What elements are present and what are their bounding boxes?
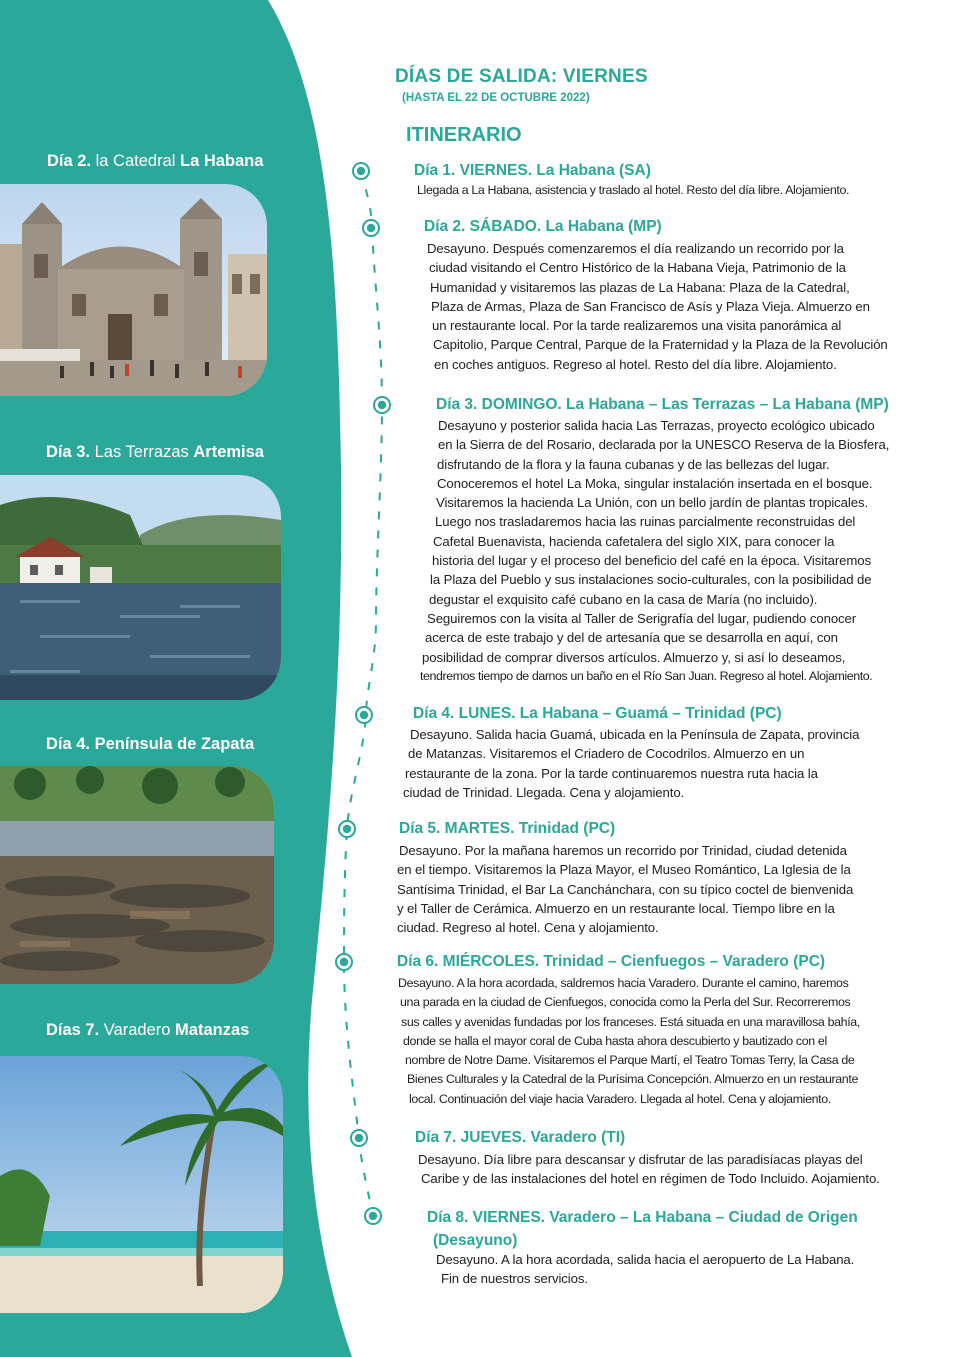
day-3-title: Día 3. DOMINGO. La Habana – Las Terrazas – La Habana (MP) bbox=[436, 396, 889, 413]
day-1-text: Llegada a La Habana, asistencia y traslado al hotel. Resto del día libre. Alojamiento. bbox=[417, 183, 850, 197]
itinerary-heading: ITINERARIO bbox=[406, 124, 522, 146]
caption-dia-2: Día 2. la Catedral La Habana bbox=[47, 152, 264, 170]
day-1-title: Día 1. VIERNES. La Habana (SA) bbox=[414, 162, 651, 179]
day-5-title: Día 5. MARTES. Trinidad (PC) bbox=[399, 820, 616, 837]
varadero-beach-photo bbox=[0, 1056, 283, 1313]
caption-dia-3: Día 3. Las Terrazas Artemisa bbox=[46, 443, 264, 461]
departure-days-subtitle: (HASTA EL 22 DE OCTUBRE 2022) bbox=[402, 92, 590, 104]
day-4-title: Día 4. LUNES. La Habana – Guamá – Trinidad (PC) bbox=[413, 705, 782, 722]
day-7-text: Desayuno. Día libre para descansar y disfrutar de las paradisíacas playas del Caribe y de las instalaciones del hotel en régimen de Todo Incluido. Aojamiento. bbox=[418, 1152, 880, 1187]
day-6-title: Día 6. MIÉRCOLES. Trinidad – Cienfuegos – Varadero (PC) bbox=[397, 953, 826, 970]
day-2-text: Desayuno. Después comenzaremos el día realizando un recorrido por la ciudad visitando el Centro Histórico de la Habana Vieja, Patrimonio de la Humanidad y visitaremos las plazas de La Habana: Plaza de la Catedral, Plaza de Armas, Plaza de San Francisco de Asís y Plaza Vieja. Almuerzo en un restaurante local. Por la tarde realizaremos una visita panorámica al Capitolio, Parque Central, Parque de la Fraternidad y la Plaza de la Revolución en coches antiguos. Regreso al hotel. Resto del día libre. Alojamiento. bbox=[427, 241, 888, 372]
caption-dia-4: Día 4. Península de Zapata bbox=[46, 735, 255, 753]
day-4-text: Desayuno. Salida hacia Guamá, ubicada en la Península de Zapata, provincia de Matanzas. Visitaremos el Criadero de Cocodrilos. Almuerzo en un restaurante de la zona. Por la tarde continuaremos nuestra ruta hacia la ciudad de Trinidad. Llegada. Cena y alojamiento. bbox=[403, 727, 860, 800]
departure-days-title: DÍAS DE SALIDA: VIERNES bbox=[395, 66, 648, 87]
las-terrazas-photo bbox=[0, 475, 281, 700]
day-7-title: Día 7. JUEVES. Varadero (TI) bbox=[415, 1129, 626, 1146]
crocodile-farm-photo bbox=[0, 766, 274, 984]
day-8-title: Día 8. VIERNES. Varadero – La Habana – Ciudad de Origen (Desayuno) bbox=[427, 1209, 858, 1249]
day-8-text: Desayuno. A la hora acordada, salida hacia el aeropuerto de La Habana. Fin de nuestros servicios. bbox=[436, 1252, 855, 1287]
day-3-text: Desayuno y posterior salida hacia Las Terrazas, proyecto ecológico ubicado en la Sierra de del Rosario, declarada por la UNESCO Reserva de la Biosfera, disfrutando de la flora y la fauna cubanas y de las bellezas del lugar. Conoceremos el hotel La Moka, singular instalación insertada en el bosque. Visitaremos la hacienda La Unión, con un bello jardín de plantas tropicales. Luego nos trasladaremos hacia las ruinas parcialmente reconstruidas del Cafetal Buenavista, hacienda cafetalera del siglo XIX, para conocer la historia del lugar y el proceso del beneficio del café en la época. Visitaremos la Plaza del Pueblo y sus instalaciones socio-culturales, con la posibilidad de degustar el exquisito café cubano en la casa de María (no incluido). Seguiremos con la visita al Taller de Serigrafía del lugar, pudiendo conocer acerca de este trabajo y del de artesanía que se desarrolla en aquí, con posibilidad de comprar diversos artículos. Almuerzo y, si así lo deseamos, tendremos tiempo de darnos un baño en el Río San Juan. Regreso al hotel. Alojamiento. bbox=[420, 418, 890, 683]
day-5-text: Desayuno. Por la mañana haremos un recorrido por Trinidad, ciudad detenida en el tiempo. Visitaremos la Plaza Mayor, el Museo Romántico, La Iglesia de la Santísima Trinidad, el Bar La Canchánchara, con su típico coctel de bienvenida y el Taller de Cerámica. Almuerzo en un restaurante local. Tiempo libre en la ciudad. Regreso al hotel. Cena y alojamiento. bbox=[397, 843, 854, 936]
cathedral-photo bbox=[0, 184, 267, 396]
day-6-text: Desayuno. A la hora acordada, saldremos hacia Varadero. Durante el camino, haremos una parada en la ciudad de Cienfuegos, conocida como la Perla del Sur. Recorreremos sus calles y avenidas fundadas por los franceses. Está situada en una maravillosa bahía, donde se halla el mayor coral de Cuba hasta ahora descubierto y bautizado con el nombre de Notre Dame. Visitaremos el Parque Martí, el Teatro Tomas Terry, la Casa de Bienes Culturales y la Catedral de la Purísima Concepción. Almuerzo en un restaurante local. Continuación del viaje hacia Varadero. Llegada al hotel. Cena y alojamiento. bbox=[398, 976, 860, 1106]
caption-dia-7: Días 7. Varadero Matanzas bbox=[46, 1021, 250, 1039]
day-2-title: Día 2. SÁBADO. La Habana (MP) bbox=[424, 218, 662, 235]
